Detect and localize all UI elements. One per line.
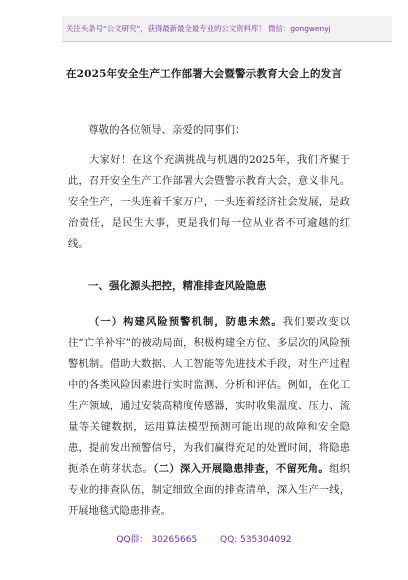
promo-banner: 关注头条号“公文研究”，获得最新最全最专业的公文资料库！ 微信：gongwenyj xyxy=(62,16,392,42)
document-title: 在2025年安全生产工作部署大会暨警示教育大会上的发言 xyxy=(65,68,343,80)
salutation: 尊敬的各位领导、亲爱的同事们： xyxy=(88,124,246,136)
subsection-body-2: 组织专业的排查队伍，制定细致全面的排查清单，深入生产一线，开展地毯式隐患排查。 xyxy=(68,463,351,517)
subsection-lead: （一）构建风险预警机制，防患未然。 xyxy=(89,316,283,328)
qq-group-number: QQ群： 30265665 xyxy=(116,535,198,545)
opening-paragraph: 大家好！在这个充满挑战与机遇的2025年，我们齐聚于此，召开安全生产工作部署大会暨警示教育大会，意义非凡。安全生产，一头连着千家万户，一头连着经济社会发展，是政治责任，是民生大事，更是我们每一位从业者不可逾越的红线。 xyxy=(68,154,350,250)
subsection-body: 我们要改变以往“亡羊补牢”的被动局面，积极构建全方位、多层次的风险预警机制。借助大数据、人工智能等先进技术手段，对生产过程中的各类风险因素进行实时监测、分析和评估。例如，在化工生产领域，通过安装高精度传感器，实时收集温度、压力、流量等关键数据，运用算法模型预测可能出现的故障和安全隐患，提前发出预警信号，为我们赢得充足的处置时间，将隐患扼杀在萌芽状态。 xyxy=(68,316,351,475)
risk-warning-paragraph xyxy=(68,312,350,522)
subsection-lead-2: （二）深入开展隐患排查，不留死角。 xyxy=(153,463,330,475)
section-heading: 一、强化源头把控，精准排查风险隐患 xyxy=(88,280,267,292)
qq-number: QQ: 535304092 xyxy=(220,535,292,545)
contact-footer xyxy=(0,532,408,545)
